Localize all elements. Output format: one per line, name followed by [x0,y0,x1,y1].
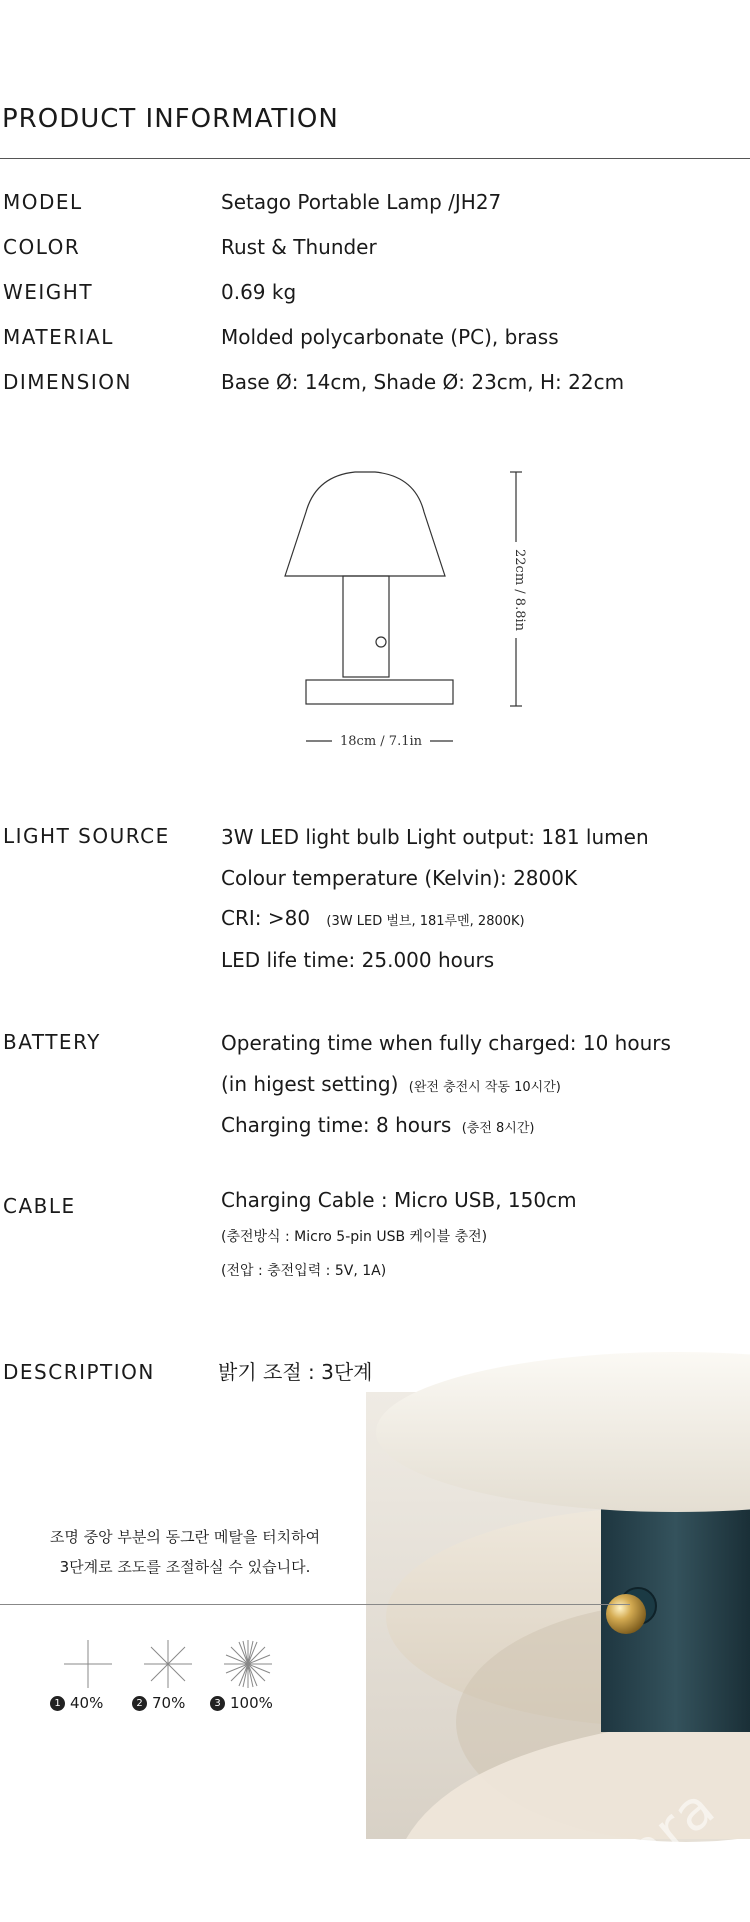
lamp-photo [366,1392,750,1907]
battery-label: BATTERY [3,1030,101,1054]
spec-label-color: COLOR [3,235,81,259]
lamp-touch-button-outline [376,637,386,647]
lamp-dimension-diagram [270,460,540,760]
light-40-icon [64,1640,112,1688]
brightness-level-2: 2 70% [132,1694,185,1712]
brass-touch-button [606,1594,646,1634]
lamp-stem-outline [343,576,389,677]
light-source-line4: LED life time: 25.000 hours [221,948,495,972]
cable-line2: (충전방식 : Micro 5-pin USB 케이블 충전) [221,1229,488,1245]
light-70-icon [144,1640,192,1688]
spec-value-color: Rust & Thunder [221,235,377,259]
battery-line1: Operating time when fully charged: 10 hours [221,1031,671,1055]
spec-label-weight: WEIGHT [3,280,94,304]
spec-value-dimension: Base Ø: 14cm, Shade Ø: 23cm, H: 22cm [221,370,625,394]
cable-line3: (전압 : 충전입력 : 5V, 1A) [221,1263,387,1279]
description-label: DESCRIPTION [3,1360,155,1384]
light-source-note: (3W LED 벌브, 181루멘, 2800K) [326,914,525,929]
lamp-base-outline [306,680,453,704]
pointer-rule [0,1604,630,1605]
battery-note1: (완전 충전시 작동 10시간) [408,1080,561,1095]
spec-value-weight: 0.69 kg [221,280,297,304]
spec-label-dimension: DIMENSION [3,370,132,394]
brightness-level-1: 1 40% [50,1694,103,1712]
battery-note2: (충전 8시간) [461,1121,535,1136]
header-rule [0,158,750,159]
height-dimension-label: 22cm / 8.8in [512,549,527,631]
description-note-line2: 3단계로 조도를 조절하실 수 있습니다. [59,1558,311,1576]
light-source-line1: 3W LED light bulb Light output: 181 lumen [221,825,649,849]
light-source-line3: CRI: >80 (3W LED 벌브, 181루멘, 2800K) [221,906,525,930]
light-source-label: LIGHT SOURCE [3,824,170,848]
brightness-level-3: 3 100% [210,1694,273,1712]
battery-line2: (in higest setting) (완전 충전시 작동 10시간) [221,1072,561,1096]
description-note-line1: 조명 중앙 부분의 동그란 메탈을 터치하여 [49,1528,321,1546]
watermark: nara [587,1774,728,1907]
spec-label-model: MODEL [3,190,83,214]
width-dimension-label: 18cm / 7.1in [340,734,422,749]
lamp-shade-outline [285,472,445,576]
spec-value-model: Setago Portable Lamp /JH27 [221,190,502,214]
brightness-icons [60,1638,280,1690]
spec-label-material: MATERIAL [3,325,114,349]
light-source-line2: Colour temperature (Kelvin): 2800K [221,866,578,890]
spec-value-material: Molded polycarbonate (PC), brass [221,325,559,349]
battery-line3: Charging time: 8 hours (충전 8시간) [221,1113,535,1137]
light-100-icon [224,1640,272,1688]
cable-label: CABLE [3,1194,76,1218]
description-value: 밝기 조절 : 3단계 [218,1360,373,1384]
cable-line1: Charging Cable : Micro USB, 150cm [221,1188,577,1212]
page-title: PRODUCT INFORMATION [2,104,339,134]
